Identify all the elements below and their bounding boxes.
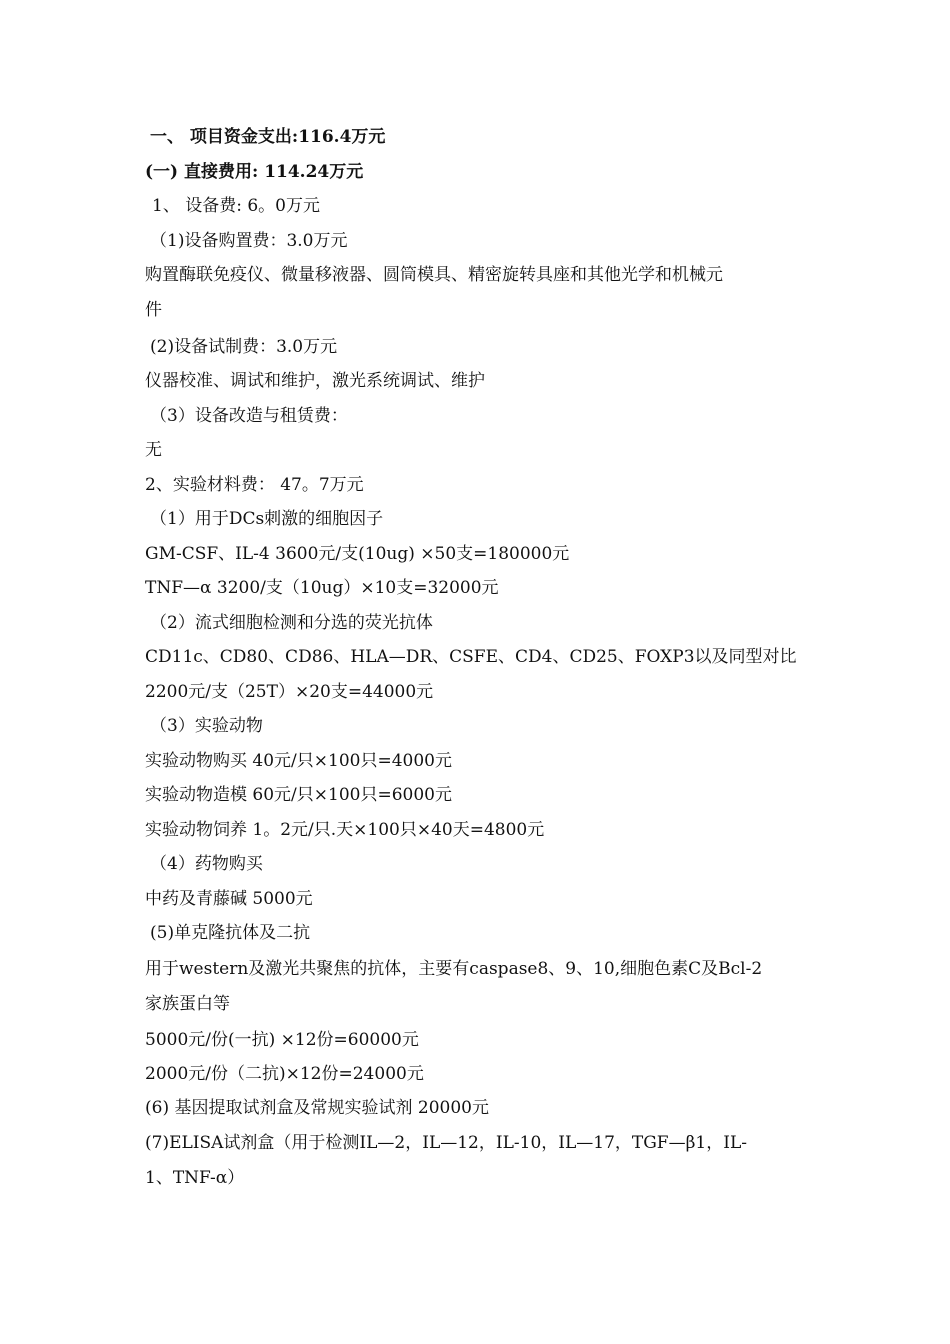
- item-monoclonal-antibodies: (5)单克隆抗体及二抗: [150, 923, 311, 943]
- text-tnf-cost: TNF—α 3200/支（10ug）×10支=32000元: [145, 578, 499, 598]
- text-equipment-purchase-detail: 购置酶联免疫仪、微量移液器、圆筒模具、精密旋转具座和其他光学和机械元: [145, 265, 723, 285]
- item-equipment-fabrication: (2)设备试制费：3.0万元: [150, 337, 338, 357]
- item-materials-fee: 2、实验材料费： 47。7万元: [145, 475, 364, 495]
- item-equipment-purchase: （1)设备购置费：3.0万元: [150, 231, 348, 251]
- text-none: 无: [145, 440, 162, 460]
- text-secondary-antibody-cost: 2000元/份（二抗)×12份=24000元: [145, 1064, 424, 1084]
- item-equipment-fee: 1、 设备费: 6。0万元: [152, 196, 320, 216]
- text-animal-feeding: 实验动物饲养 1。2元/只.天×100只×40天=4800元: [145, 820, 545, 840]
- item-cytokines: （1）用于DCs刺激的细胞因子: [150, 509, 384, 529]
- text-drug-cost: 中药及青藤碱 5000元: [145, 889, 313, 909]
- text-animal-modeling: 实验动物造模 60元/只×100只=6000元: [145, 785, 452, 805]
- section-heading-funding: 一、 项目资金支出:116.4万元: [150, 127, 386, 147]
- item-elisa-kits: (7)ELISA试剂盒（用于检测IL—2，IL—12，IL-10，IL—17，TGF—β1，IL-: [145, 1133, 747, 1153]
- text-antibody-cost: 2200元/支（25T）×20支=44000元: [145, 682, 434, 702]
- item-drug-purchase: （4）药物购买: [150, 854, 263, 874]
- text-animal-purchase: 实验动物购买 40元/只×100只=4000元: [145, 751, 452, 771]
- text-primary-antibody-cost: 5000元/份(一抗) ×12份=60000元: [145, 1030, 419, 1050]
- text-antibody-list: CD11c、CD80、CD86、HLA—DR、CSFE、CD4、CD25、FOXP3以及同型对比: [145, 647, 797, 667]
- text-gmcsf-cost: GM-CSF、IL-4 3600元/支(10ug) ×50支=180000元: [145, 544, 570, 564]
- item-equipment-renovation: （3）设备改造与租赁费：: [150, 406, 348, 426]
- item-fluorescent-antibodies: （2）流式细胞检测和分选的荧光抗体: [150, 613, 433, 633]
- text-monoclonal-detail-cont: 家族蛋白等: [145, 994, 230, 1014]
- text-equipment-fabrication-detail: 仪器校准、调试和维护，激光系统调试、维护: [145, 371, 485, 391]
- item-lab-animals: （3）实验动物: [150, 716, 263, 736]
- text-equipment-purchase-detail-cont: 件: [145, 300, 162, 320]
- text-monoclonal-detail: 用于western及激光共聚焦的抗体，主要有caspase8、9、10,细胞色素C及Bcl-2: [145, 959, 763, 979]
- text-elisa-kits-cont: 1、TNF-α）: [145, 1168, 245, 1188]
- item-gene-extraction-kits: (6) 基因提取试剂盒及常规实验试剂 20000元: [145, 1098, 489, 1118]
- subsection-heading-direct-costs: (一) 直接费用: 114.24万元: [145, 162, 364, 182]
